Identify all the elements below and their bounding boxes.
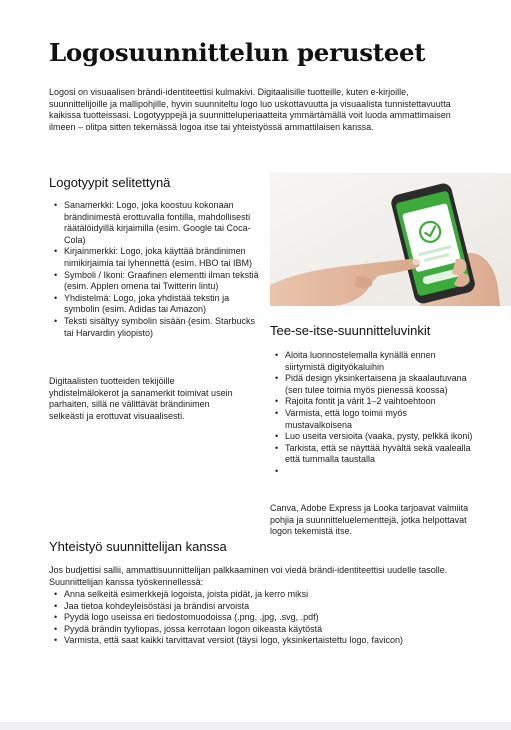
list-item-empty	[273, 466, 473, 478]
types-note: Digitaalisten tuotteiden tekijöille yhdistelmälokerot ja sanamerkit toimivat usein parhaiten, sillä ne välittävät brändinimen selkeästi ja erottuvat visuaalisesti.	[49, 376, 233, 421]
collab-list	[52, 589, 472, 647]
list-item: • Teksti sisältyy symbolin sisään (esim. Starbucks tai Harvardin yliopisto)	[52, 316, 262, 339]
list-item: • Varmista, että saat kaikki tarvittavat versiot (täysi logo, yksinkertaistettu logo, favicon)	[52, 635, 472, 647]
intro-paragraph: Logosi on visuaalisen brändi-identiteettisi kulmakivi. Digitaalisille tuotteille, kuten e-kirjoille, suunnittelijoille ja mallipohjille, hyvin suunniteltu logo luo uskottavuutta ja visuaalista tunnistettavuutta kaikissa tuotteissasi. Logotyyppejä ja suunnitteluperiaatteita ymmärtämällä voit luoda ammattimaisen ilmeen – olitpa sitten tekemässä logoa itse tai yhteistyössä ammattilaisen kanssa.	[49, 87, 451, 132]
list-item: • Jaa tietoa kohdeyleisöstäsi ja brändisi arvoista	[52, 601, 472, 613]
list-item: • Rajoita fontit ja värit 1–2 vaihtoehtoon	[273, 396, 473, 408]
phone-illustration	[270, 173, 511, 306]
collab-heading: Yhteistyö suunnittelijan kanssa	[49, 539, 227, 554]
list-item: • Anna selkeitä esimerkkejä logoista, joista pidät, ja kerro miksi	[52, 589, 472, 601]
list-item: • Pyydä logo useissa eri tiedostomuodoissa (.png, .jpg, .svg, .pdf)	[52, 612, 472, 624]
list-item: • Varmista, että logo toimii myös mustavalkoisena	[273, 408, 473, 431]
list-item: • Pidä design yksinkertaisena ja skaalautuvana (sen tulee toimia myös pienessä koossa)	[273, 373, 473, 396]
list-item: • Kirjainmerkki: Logo, joka käyttää brändinimen nimikirjaimia tai lyhennettä (esim. HBO tai IBM)	[52, 246, 262, 269]
diy-heading: Tee-se-itse-suunnitteluvinkit	[270, 323, 431, 338]
diy-note: Canva, Adobe Express ja Looka tarjoavat valmiita pohjia ja suunnitteluelementtejä, jotka helpottavat logon tekemistä itse.	[270, 503, 469, 537]
list-item: • Tarkista, että se näyttää hyvältä sekä vaalealla että tummalla taustalla	[273, 443, 473, 466]
page-bottom-band	[0, 722, 511, 730]
hand-holding-phone-photo	[270, 173, 511, 306]
diy-list	[273, 350, 473, 478]
types-heading: Logotyypit selitettynä	[49, 175, 171, 190]
list-item: • Symboli / Ikoni: Graafinen elementti ilman tekstiä (esim. Applen omena tai Twitterin lintu)	[52, 270, 262, 293]
list-item: • Luo useita versioita (vaaka, pysty, pelkkä ikoni)	[273, 431, 473, 443]
list-item: • Yhdistelmä: Logo, joka yhdistää tekstin ja symbolin (esim. Adidas tai Amazon)	[52, 293, 262, 316]
list-item: • Aloita luonnostelemalla kynällä ennen siirtymistä digityökaluihin	[273, 350, 473, 373]
types-list	[52, 200, 262, 339]
collab-intro: Jos budjettisi sallii, ammattisuunnittelijan palkkaaminen voi viedä brändi-identiteettisi uudelle tasolle. Suunnittelijan kanssa työskennellessä:	[49, 565, 448, 587]
list-item: • Sanamerkki: Logo, joka koostuu kokonaan brändinimestä erottuvalla fontilla, mahdollisesti räätälöidyillä kirjaimilla (esim. Google tai Coca-Cola)	[52, 200, 262, 246]
list-item: • Pyydä brändin tyyliopas, jossa kerrotaan logon oikeasta käytöstä	[52, 624, 472, 636]
page-title: Logosuunnittelun perusteet	[49, 38, 426, 67]
